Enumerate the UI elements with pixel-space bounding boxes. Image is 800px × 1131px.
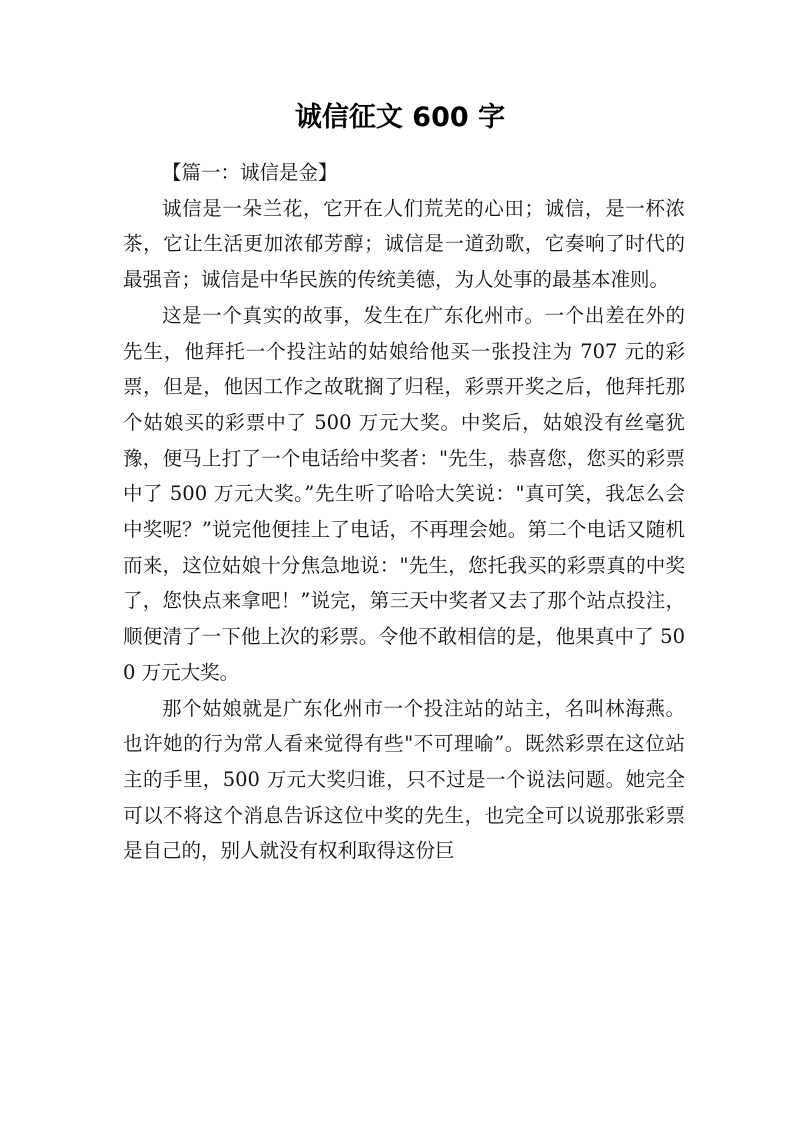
document-title: 诚信征文 600 字	[294, 102, 506, 133]
document-body	[123, 155, 685, 869]
section-heading: 【篇一：诚信是金】	[162, 161, 338, 184]
paragraph-2: 这是一个真实的故事，发生在广东化州市。一个出差在外的先生，他拜托一个投注站的姑娘给他买一张投注为 707 元的彩票，但是，他因工作之故耽搁了归程，彩票开奖之后，他拜托那个姑娘买的彩票中了 500 万元大奖。中奖后，姑娘没有丝毫犹豫，便马上打了一个电话给中奖者："先生，恭喜您，您买的彩票中了 500 万元大奖。”先生听了哈哈大笑说："真可笑，我怎么会中奖呢？”说完他便挂上了电话，不再理会她。第二个电话又随机而来，这位姑娘十分焦急地说："先生，您托我买的彩票真的中奖了，您快点来拿吧！”说完，第三天中奖者又去了那个站点投注，顺便清了一下他上次的彩票。令他不敢相信的是，他果真中了 500 万元大奖。	[123, 303, 685, 684]
paragraph-1: 诚信是一朵兰花，它开在人们荒芜的心田；诚信，是一杯浓茶，它让生活更加浓郁芳醇；诚信是一道劲歌，它奏响了时代的最强音；诚信是中华民族的传统美德，为人处事的最基本准则。	[123, 196, 685, 292]
paragraph-3: 那个姑娘就是广东化州市一个投注站的站主，名叫林海燕。也许她的行为常人看来觉得有些"不可理喻”。既然彩票在这位站主的手里，500 万元大奖归谁，只不过是一个说法问题。她完全可以不将这个消息告诉这位中奖的先生，也完全可以说那张彩票是自己的，别人就没有权利取得这份巨	[123, 696, 685, 863]
